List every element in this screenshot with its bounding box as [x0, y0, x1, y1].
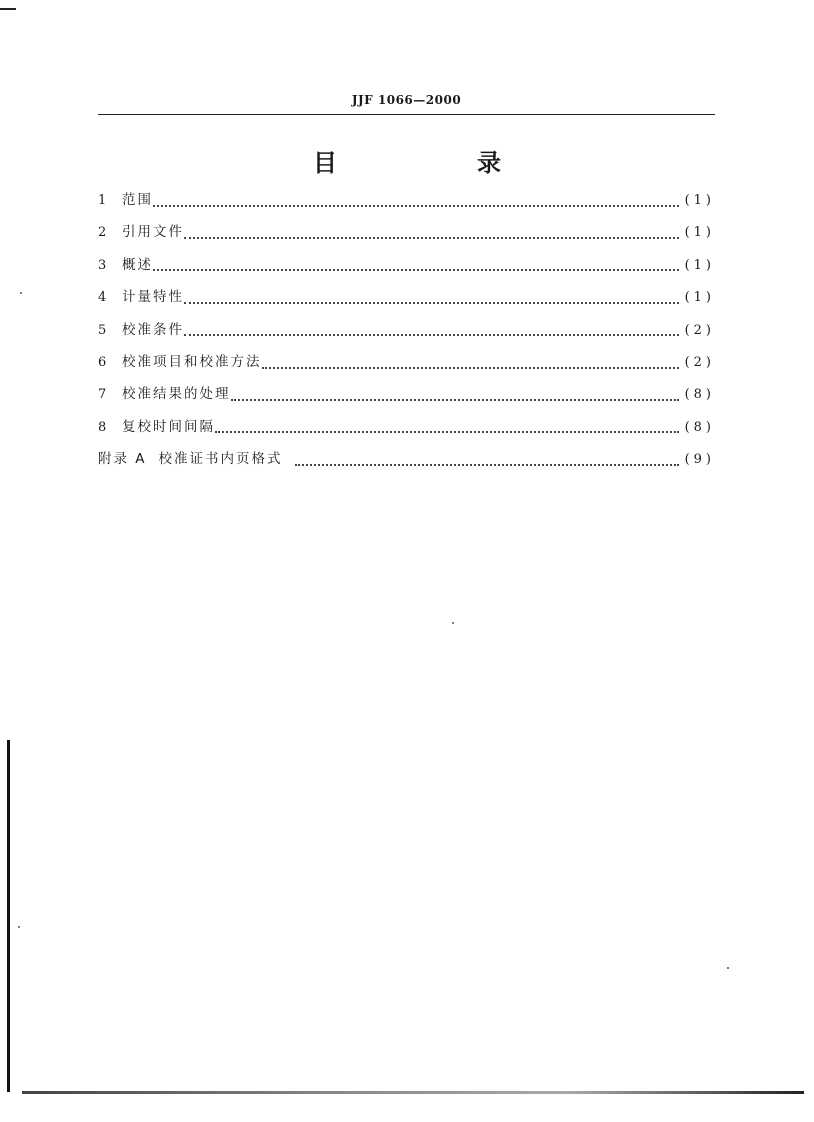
toc-leader-dots [184, 237, 679, 239]
scan-edge-bottom [22, 1091, 804, 1094]
page-title-text: 目 录 [313, 149, 559, 177]
header-rule [98, 114, 715, 115]
toc-appendix-prefix: 附录 A [98, 451, 147, 468]
toc-entry-number: 6 [98, 354, 107, 370]
scan-speck [452, 622, 454, 624]
toc-entry-number: 3 [98, 257, 107, 273]
toc-entry-label: 范围 [122, 192, 153, 208]
toc-entry-label: 计量特性 [122, 289, 184, 306]
standard-code: JJF 1066—2000 [351, 93, 462, 107]
toc-entry-page: (2) [684, 354, 715, 370]
toc-entry-label: 校准项目和校准方法 [122, 353, 262, 370]
toc-entry-number: 5 [98, 322, 107, 338]
toc-entry[interactable] [98, 220, 715, 252]
scan-speck [727, 967, 729, 969]
toc-entry-label: 校准结果的处理 [122, 386, 231, 403]
scan-mark [0, 8, 16, 10]
toc-entry-label: 校准条件 [122, 321, 184, 338]
toc-entry[interactable] [98, 350, 715, 382]
toc-entry-page: (8) [684, 419, 715, 435]
toc-leader-dots [231, 399, 679, 401]
toc-entry-page: (1) [684, 257, 715, 273]
toc-entry[interactable] [98, 285, 715, 317]
toc-entry-number: 1 [98, 193, 107, 208]
scan-speck [18, 926, 20, 928]
toc-entry[interactable] [98, 253, 715, 285]
toc-entry-label: 复校时间间隔 [122, 418, 215, 435]
toc-entry-page: (8) [684, 387, 715, 403]
toc-entry-page: (9) [684, 452, 715, 468]
toc-entry[interactable] [98, 382, 715, 414]
page-title [0, 143, 814, 178]
toc-entry-number: 8 [98, 419, 107, 435]
toc-leader-dots [184, 334, 679, 336]
toc-entry-number: 7 [98, 387, 107, 403]
toc-entry-appendix[interactable] [98, 447, 715, 479]
toc-entry-page: (1) [684, 290, 715, 306]
toc-leader-dots [153, 269, 679, 271]
toc-entry[interactable] [98, 415, 715, 447]
toc-entry-page: (1) [684, 225, 715, 241]
toc-entry-page: (1) [684, 193, 715, 208]
toc-entry-number: 4 [98, 290, 107, 306]
scan-speck [20, 292, 22, 294]
toc-leader-dots [295, 464, 679, 466]
toc-appendix-label: 校准证书内页格式 [158, 451, 283, 468]
scan-edge-left [7, 740, 10, 1092]
toc-entry[interactable] [98, 188, 715, 220]
toc-leader-dots [153, 205, 679, 207]
toc-leader-dots [184, 302, 679, 304]
toc-entry[interactable] [98, 318, 715, 350]
toc-entry-label: 引用文件 [122, 224, 184, 241]
table-of-contents [98, 188, 715, 480]
toc-leader-dots [262, 367, 679, 369]
toc-entry-label: 概述 [122, 256, 153, 273]
toc-entry-number: 2 [98, 225, 107, 241]
toc-entry-page: (2) [684, 322, 715, 338]
toc-leader-dots [215, 431, 679, 433]
